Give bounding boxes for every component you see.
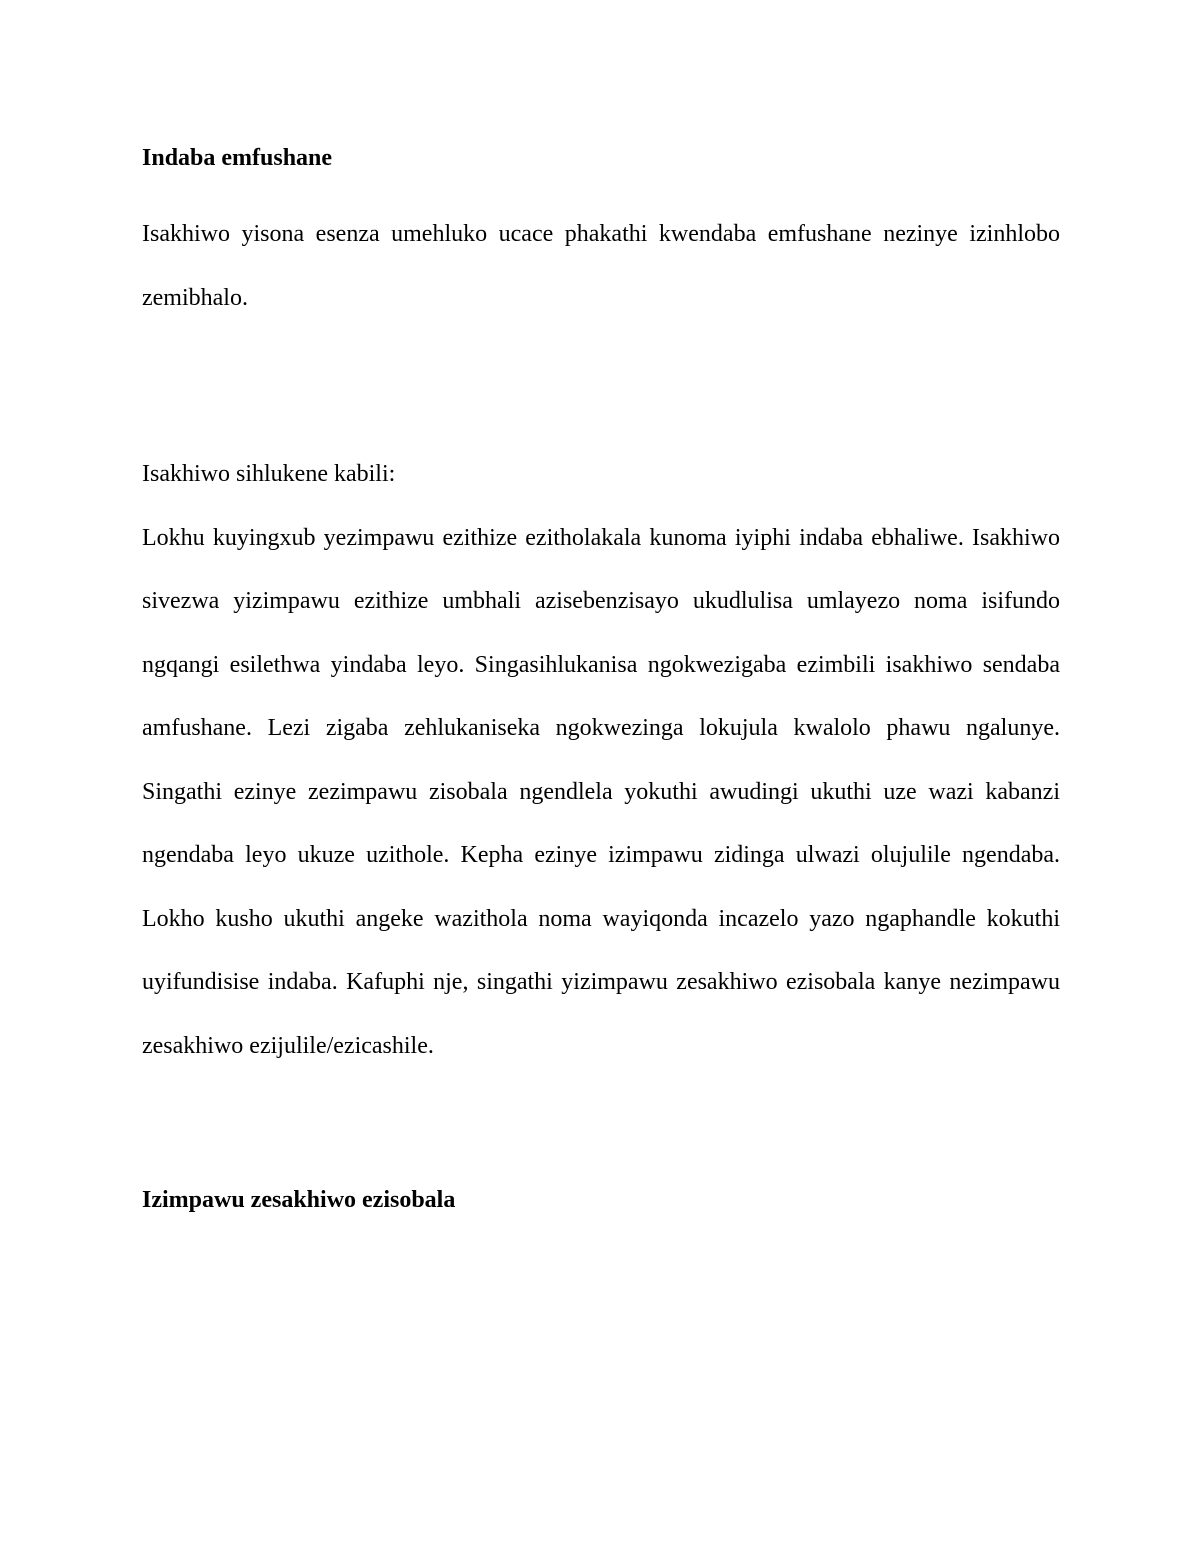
subsection-heading: Izimpawu zesakhiwo ezisobala (142, 1187, 456, 1213)
intro-paragraph: Isakhiwo yisona esenza umehluko ucace phakathi kwendaba emfushane nezinye izinhlobo zemibhalo. (142, 221, 1060, 311)
structure-intro-paragraph: Isakhiwo sihlukene kabili: (142, 461, 396, 487)
document-body (142, 140, 1060, 1218)
section-heading: Indaba emfushane (142, 145, 333, 171)
body-paragraph: Lokhu kuyingxub yezimpawu ezithize ezitholakala kunoma iyiphi indaba ebhaliwe. Isakhiwo sivezwa yizimpawu ezithize umbhali azisebenzisayo ukudlulisa umlayezo noma isifundo ngqangi esilethwa yindaba leyo. Singasihlukanisa ngokwezigaba ezimbili isakhiwo sendaba amfushane. Lezi zigaba zehlukaniseka ngokwezinga lokujula kwalolo phawu ngalunye. Singathi ezinye zezimpawu zisobala ngendlela yokuthi awudingi ukuthi uze wazi kabanzi ngendaba leyo ukuze uzithole. Kepha ezinye izimpawu zidinga ulwazi olujulile ngendaba. Lokho kusho ukuthi angeke wazithola noma wayiqonda incazelo yazo ngaphandle kokuthi uyifundisise indaba. Kafuphi nje, singathi yizimpawu zesakhiwo ezisobala kanye nezimpawu zesakhiwo ezijulile/ezicashile. (142, 524, 1060, 1059)
